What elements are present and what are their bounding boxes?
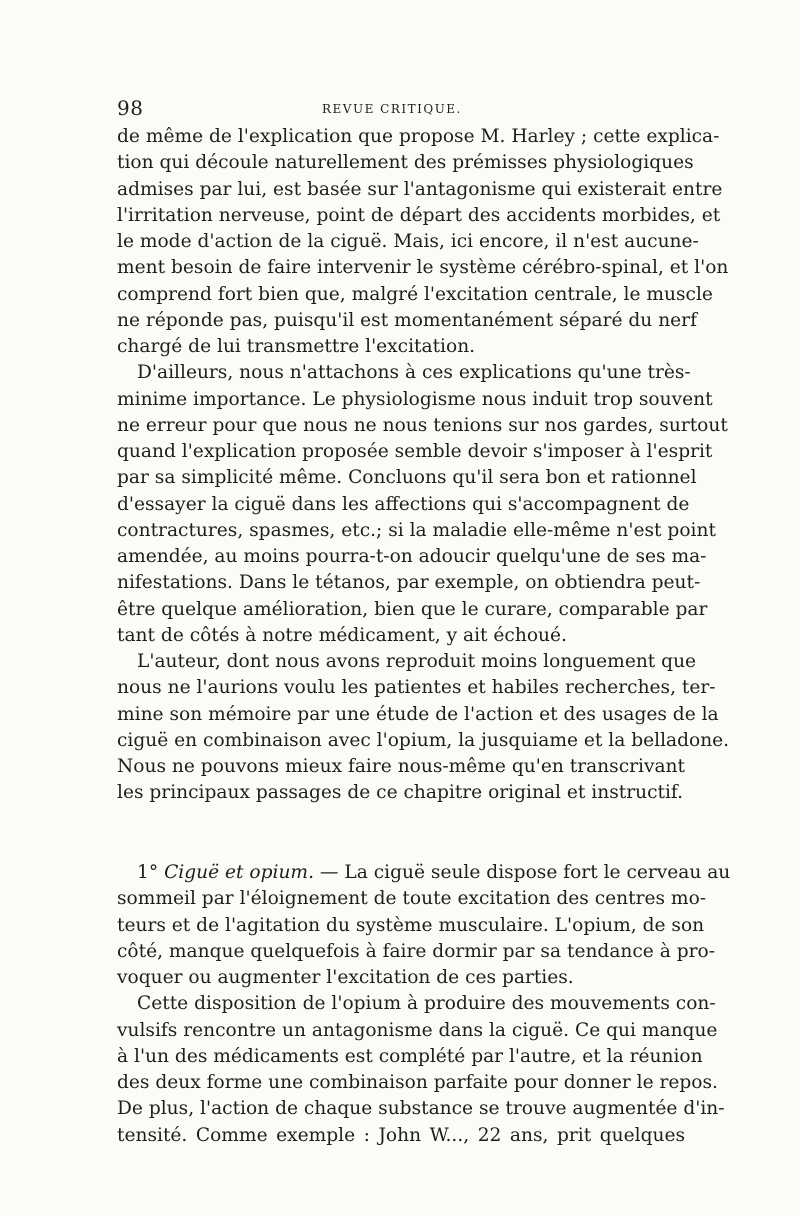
section-first-line: [117, 860, 731, 886]
text-line: de même de l'explication que propose M. Harley ; cette explica-: [117, 126, 720, 147]
text-line: d'essayer la ciguë dans les affections qui s'accompagnent de: [117, 493, 690, 515]
text-line: chargé de lui transmettre l'excitation.: [117, 336, 476, 357]
text-line: les principaux passages de ce chapitre original et instructif.: [117, 782, 684, 804]
paragraph: [117, 360, 728, 649]
section-title: Ciguë et opium.: [164, 862, 314, 883]
text-line: quand l'explication proposée semble devoir s'imposer à l'esprit: [117, 441, 713, 462]
text-line: contractures, spasmes, etc.; si la maladie elle-même n'est point: [117, 519, 716, 541]
body-text-part1: [117, 124, 730, 807]
text-line: sommeil par l'éloignement de toute excitation des centres mo-: [117, 888, 707, 910]
text-line: nous ne l'aurions voulu les patientes et habiles recherches, ter-: [117, 677, 716, 699]
section-paragraph: [117, 860, 731, 991]
text-line: admises par lui, est basée sur l'antagonisme qui existerait entre: [117, 178, 723, 200]
text-line: le mode d'action de la ciguë. Mais, ici encore, il n'est aucune-: [117, 231, 699, 252]
section-first-line-text: — La ciguë seule dispose fort le cerveau au: [319, 862, 731, 883]
text-line: amendée, au moins pourra-t-on adoucir quelqu'une de ses ma-: [117, 546, 707, 567]
paragraph: [117, 124, 729, 360]
text-line: l'irritation nerveuse, point de départ des accidents morbides, et: [117, 204, 721, 226]
text-line: Nous ne pouvons mieux faire nous-même qu'en transcrivant: [117, 756, 685, 777]
text-line: côté, manque quelquefois à faire dormir par sa tendance à pro-: [117, 940, 715, 962]
section-number: 1°: [137, 862, 159, 883]
text-line: L'auteur, dont nous avons reproduit moins longuement que: [137, 651, 697, 672]
text-line: D'ailleurs, nous n'attachons à ces explications qu'une très-: [137, 362, 691, 384]
text-line: Cette disposition de l'opium à produire des mouvements con-: [137, 993, 716, 1015]
text-line: ment besoin de faire intervenir le système cérébro-spinal, et l'on: [117, 257, 729, 279]
text-line: être quelque amélioration, bien que le curare, comparable par: [117, 598, 708, 620]
text-line: comprend fort bien que, malgré l'excitation centrale, le muscle: [117, 283, 713, 305]
text-line: De plus, l'action de chaque substance se trouve augmentée d'in-: [117, 1098, 725, 1120]
text-line: nifestations. Dans le tétanos, par exemple, on obtiendra peut-: [117, 572, 701, 594]
text-line: tion qui découle naturellement des prémisses physiologiques: [117, 152, 694, 174]
paragraph: [117, 991, 725, 1149]
text-line: ciguë en combinaison avec l'opium, la jusquiame et la belladone.: [117, 729, 730, 751]
text-line: voquer ou augmenter l'excitation de ces parties.: [117, 967, 574, 988]
body-text-part2: [117, 860, 731, 1149]
text-line: minime importance. Le physiologisme nous induit trop souvent: [117, 388, 713, 410]
paragraph: [117, 649, 730, 807]
text-line: des deux forme une combinaison parfaite pour donner le repos.: [117, 1072, 718, 1093]
text-line: par sa simplicité même. Concluons qu'il sera bon et rationnel: [117, 467, 697, 489]
text-line: tensité. Comme exemple : John W..., 22 ans, prit quelques: [117, 1124, 685, 1146]
text-line: ne réponde pas, puisqu'il est momentanément séparé du nerf: [117, 309, 697, 331]
running-title: REVUE CRITIQUE.: [322, 102, 462, 116]
text-line: tant de côtés à notre médicament, y ait échoué.: [117, 624, 567, 646]
text-line: teurs et de l'agitation du système musculaire. L'opium, de son: [117, 914, 705, 936]
page-number: 98: [117, 96, 144, 120]
page-header: [117, 96, 685, 118]
text-line: ne erreur pour que nous ne nous tenions sur nos gardes, surtout: [117, 414, 728, 436]
text-line: à l'un des médicaments est complété par l'autre, et la réunion: [117, 1045, 703, 1067]
text-line: mine son mémoire par une étude de l'action et des usages de la: [117, 703, 719, 725]
text-line: vulsifs rencontre un antagonisme dans la ciguë. Ce qui manque: [117, 1019, 718, 1041]
